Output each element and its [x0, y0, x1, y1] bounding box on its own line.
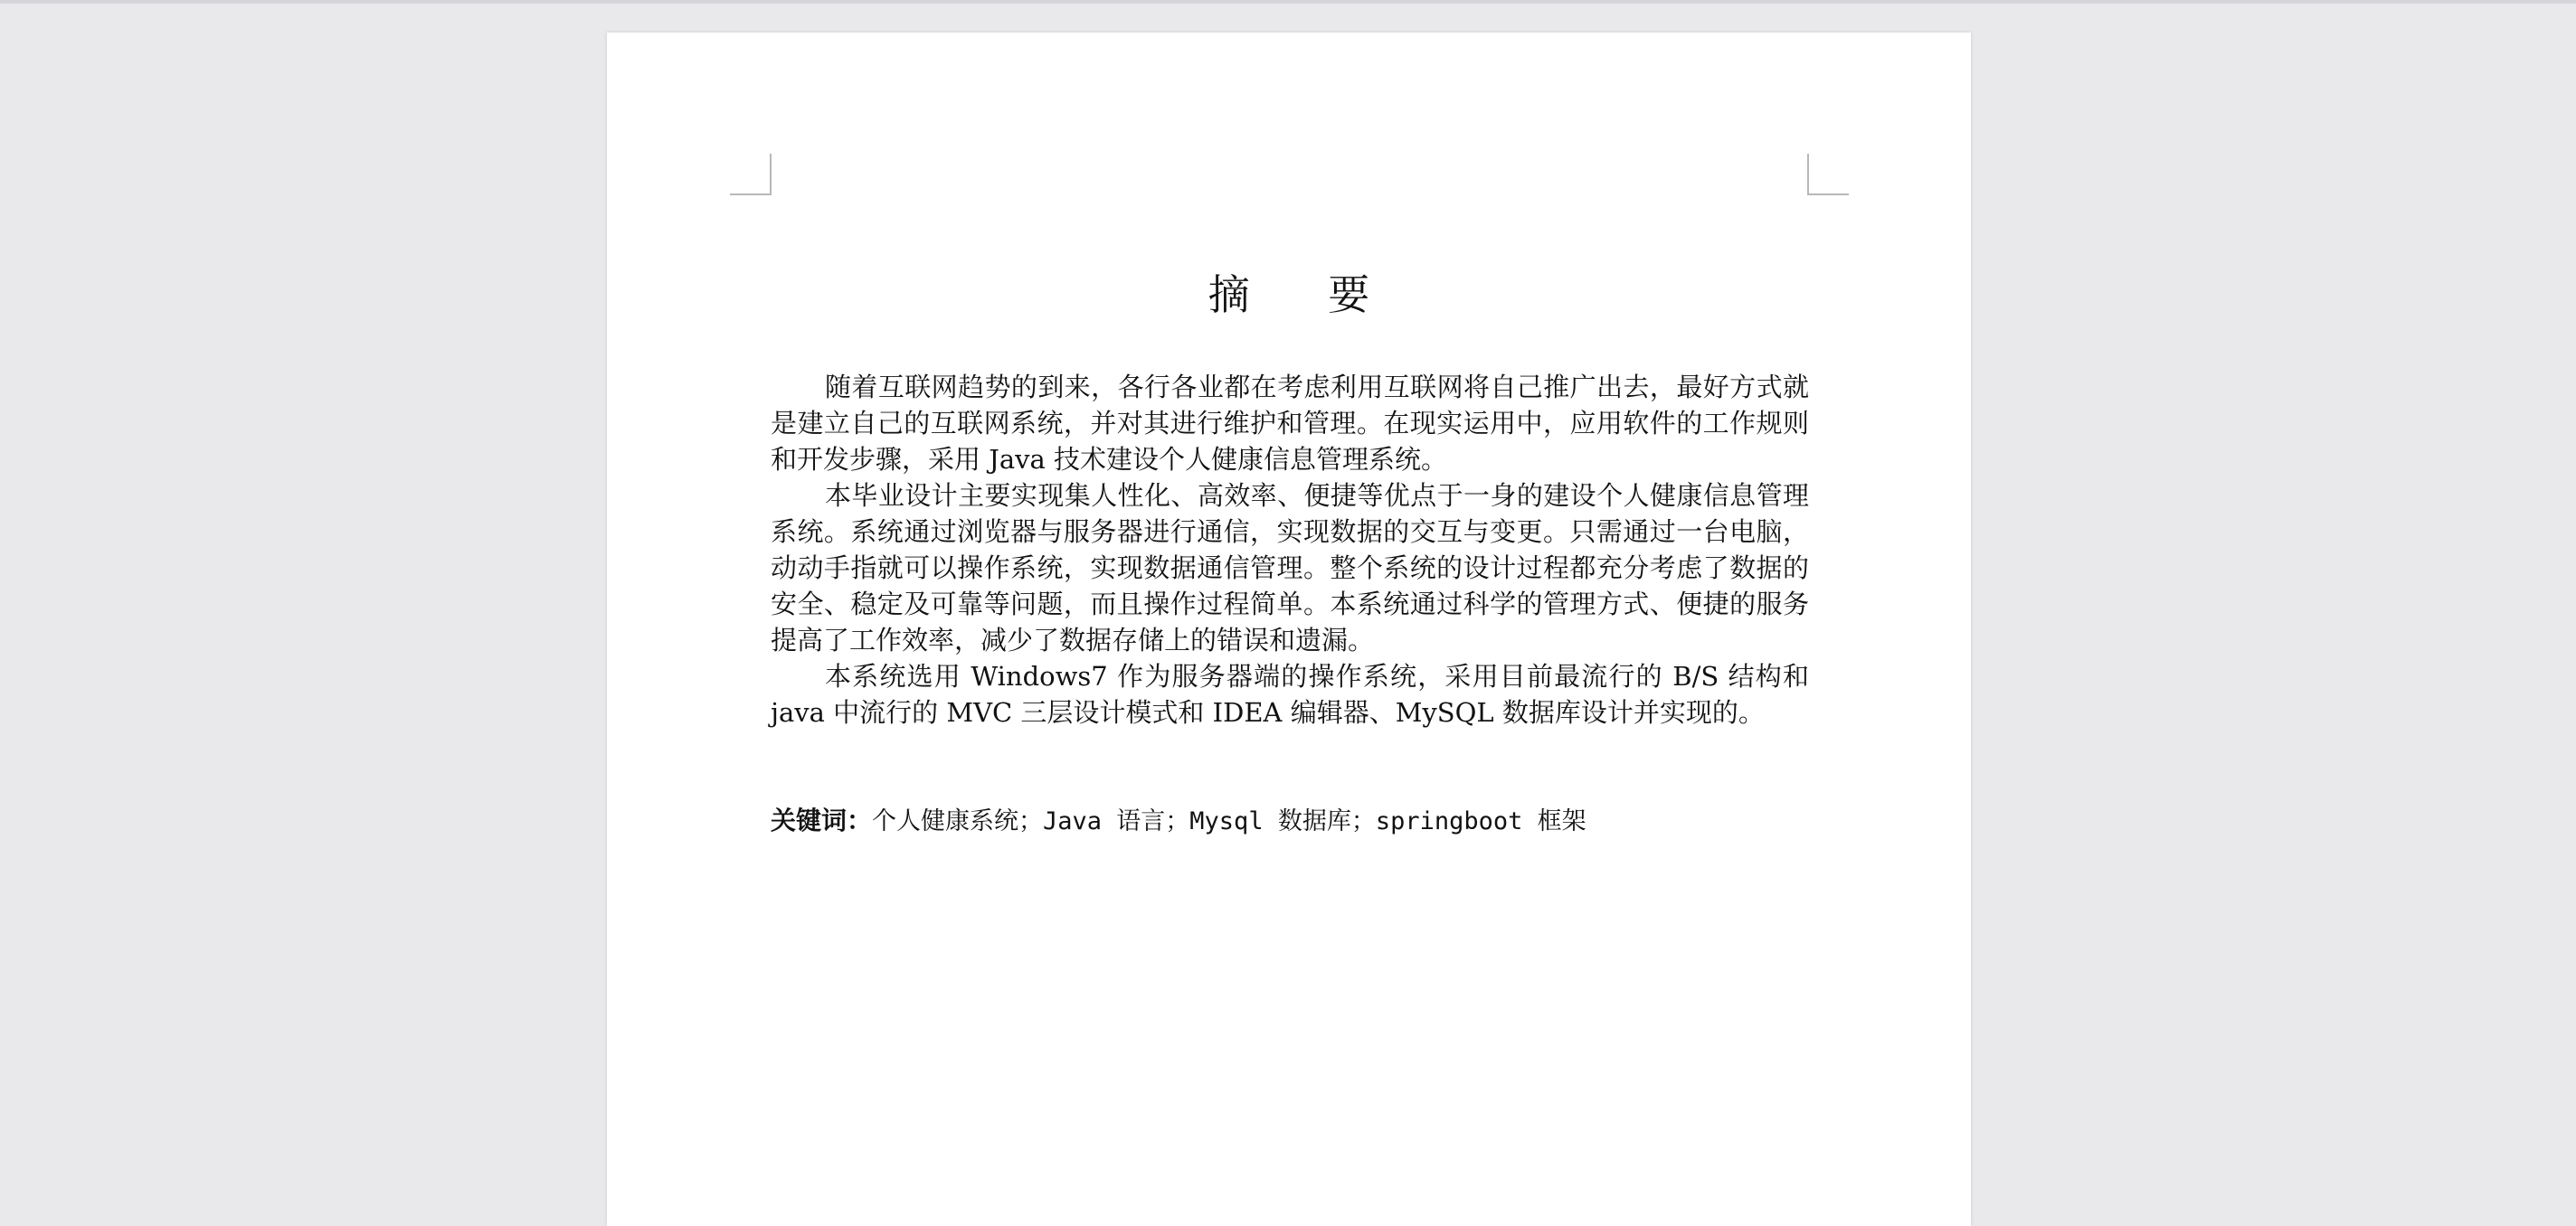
keywords-label: 关键词：: [771, 806, 873, 835]
margin-corner-top-left: [730, 154, 772, 195]
abstract-paragraph-3: 本系统选用 Windows7 作为服务器端的操作系统，采用目前最流行的 B/S 结构和 java 中流行的 MVC 三层设计模式和 IDEA 编辑器、MySQL 数据库设计并实现的。: [771, 661, 1809, 728]
keywords-line: [771, 803, 1809, 840]
document-page: [607, 33, 1971, 1226]
abstract-body: [771, 369, 1809, 731]
window-top-edge: [0, 0, 2576, 4]
abstract-paragraph-1: 随着互联网趋势的到来，各行各业都在考虑利用互联网将自己推广出去，最好方式就是建立自己的互联网系统，并对其进行维护和管理。在现实运用中，应用软件的工作规则和开发步骤，采用 Java 技术建设个人健康信息管理系统。: [771, 372, 1809, 475]
margin-corner-top-right: [1807, 154, 1849, 195]
keywords-value: 个人健康系统；Java 语言；Mysql 数据库；springboot 框架: [872, 807, 1586, 835]
abstract-paragraph-2: 本毕业设计主要实现集人性化、高效率、便捷等优点于一身的建设个人健康信息管理系统。系统通过浏览器与服务器进行通信，实现数据的交互与变更。只需通过一台电脑，动动手指就可以操作系统，实现数据通信管理。整个系统的设计过程都充分考虑了数据的安全、稳定及可靠等问题，而且操作过程简单。本系统通过科学的管理方式、便捷的服务提高了工作效率，减少了数据存储上的错误和遗漏。: [771, 480, 1809, 655]
abstract-title: 摘 要: [1208, 270, 1403, 319]
